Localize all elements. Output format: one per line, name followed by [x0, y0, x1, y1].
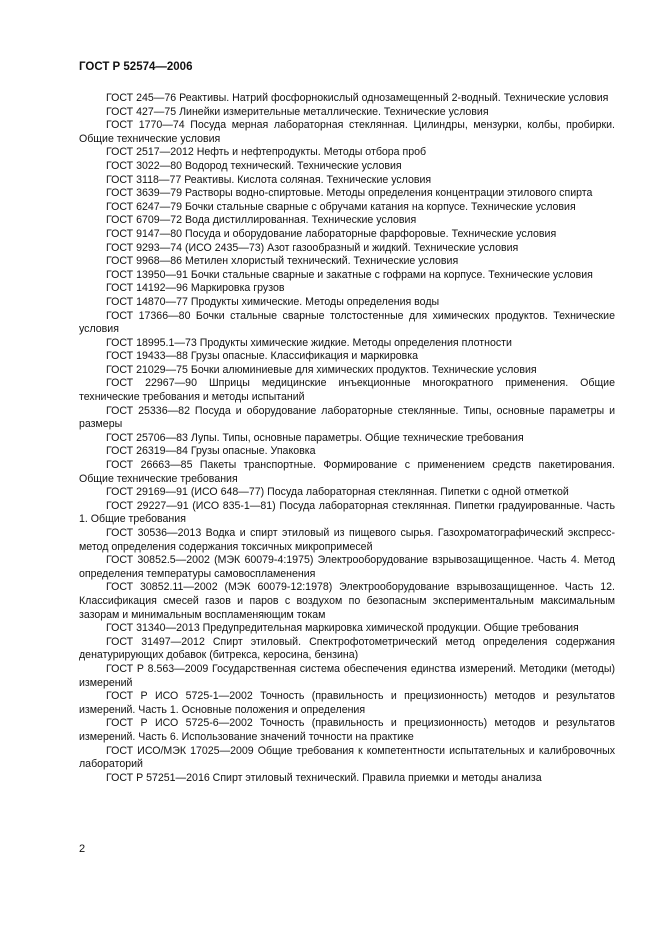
list-item: ГОСТ 26319—84 Грузы опасные. Упаковка [106, 445, 316, 458]
reference-list [79, 92, 615, 785]
list-item: ГОСТ 6709—72 Вода дистиллированная. Технические условия [106, 214, 417, 227]
list-item: ГОСТ 31340—2013 Предупредительная маркировка химической продукции. Общие требования [106, 622, 579, 635]
list-item: ГОСТ 3118—77 Реактивы. Кислота соляная. Технические условия [106, 173, 432, 186]
list-item: ГОСТ 9968—86 Метилен хлористый технический. Технические условия [106, 255, 459, 268]
list-item: ГОСТ 29227—91 (ИСО 835-1—81) Посуда лабораторная стеклянная. Пипетки градуированные. Часть 1. Общие требования [79, 499, 615, 526]
list-item: ГОСТ 2517—2012 Нефть и нефтепродукты. Методы отбора проб [106, 146, 427, 159]
list-item: ГОСТ 1770—74 Посуда мерная лабораторная стеклянная. Цилиндры, мензурки, колбы, пробирки. Общие технические условия [79, 119, 615, 145]
page-number: 2 [79, 843, 86, 855]
list-item: ГОСТ 25706—83 Лупы. Типы, основные параметры. Общие технические требования [106, 431, 524, 444]
list-item: ГОСТ 14870—77 Продукты химические. Методы определения воды [106, 295, 440, 308]
list-item: ГОСТ 6247—79 Бочки стальные сварные с обручами катания на корпусе. Технические условия [106, 200, 576, 213]
list-item: ГОСТ 19433—88 Грузы опасные. Классификация и маркировка [106, 350, 419, 363]
list-item: ГОСТ 21029—75 Бочки алюминиевые для химических продуктов. Технические условия [106, 363, 537, 376]
list-item: ГОСТ 245—76 Реактивы. Натрий фосфорнокислый однозамещенный 2-водный. Технические условия [106, 92, 609, 104]
list-item: ГОСТ 30852.11—2002 (МЭК 60079-12:1978) Электрооборудование взрывозащищенное. Часть 12. Классификация смесей газов и паров с воздухом по безопасным экспериментальным максимальным зазорам и минимальным воспламеняющим токам [79, 581, 615, 621]
document-header: ГОСТ Р 52574—2006 [79, 61, 193, 73]
list-item: ГОСТ 14192—96 Маркировка грузов [106, 282, 285, 295]
list-item: ГОСТ 9147—80 Посуда и оборудование лабораторные фарфоровые. Технические условия [106, 227, 557, 240]
list-item: ГОСТ 13950—91 Бочки стальные сварные и закатные с гофрами на корпусе. Технические условия [106, 268, 593, 281]
list-item: ГОСТ 25336—82 Посуда и оборудование лабораторные стеклянные. Типы, основные параметры и размеры [79, 404, 615, 431]
list-item: ГОСТ 17366—80 Бочки стальные сварные толстостенные для химических продуктов. Технические условия [79, 309, 615, 336]
list-item: ГОСТ ИСО/МЭК 17025—2009 Общие требования к компетентности испытательных и калибровочных лабораторий [79, 744, 615, 771]
list-item: ГОСТ 9293—74 (ИСО 2435—73) Азот газообразный и жидкий. Технические условия [106, 241, 519, 254]
list-item: ГОСТ Р 8.563—2009 Государственная система обеспечения единства измерений. Методики (методы) измерений [79, 662, 615, 689]
list-item: ГОСТ 3022—80 Водород технический. Технические условия [106, 159, 402, 172]
list-item: ГОСТ 427—75 Линейки измерительные металлические. Технические условия [106, 105, 489, 118]
list-item: ГОСТ 30852.5—2002 (МЭК 60079-4:1975) Электрооборудование взрывозащищенное. Часть 4. Метод определения температуры самовоспламенения [79, 554, 615, 580]
list-item: ГОСТ 31497—2012 Спирт этиловый. Спектрофотометрический метод определения содержания денатурирующих добавок (битрекса, керосина, бензина) [79, 635, 615, 662]
list-item: ГОСТ 30536—2013 Водка и спирт этиловый из пищевого сырья. Газохроматографический экспресс-метод определения содержания токсичных микропримесей [79, 527, 615, 553]
list-item: ГОСТ 29169—91 (ИСО 648—77) Посуда лабораторная стеклянная. Пипетки с одной отметкой [106, 486, 569, 499]
list-item: ГОСТ Р 57251—2016 Спирт этиловый технический. Правила приемки и методы анализа [106, 771, 542, 784]
list-item: ГОСТ 18995.1—73 Продукты химические жидкие. Методы определения плотности [106, 336, 512, 349]
list-item: ГОСТ 22967—90 Шприцы медицинские инъекционные многократного применения. Общие технические требования и методы испытаний [79, 377, 615, 404]
list-item: ГОСТ 3639—79 Растворы водно-спиртовые. Методы определения концентрации этилового спирта [106, 187, 593, 200]
list-item: ГОСТ 26663—85 Пакеты транспортные. Формирование с применением средств пакетирования. Общие технические требования [79, 459, 615, 485]
list-item: ГОСТ Р ИСО 5725-1—2002 Точность (правильность и прецизионность) методов и результатов измерений. Часть 1. Основные положения и определения [79, 690, 615, 716]
list-item: ГОСТ Р ИСО 5725-6—2002 Точность (правильность и прецизионность) методов и результатов измерений. Часть 6. Использование значений точности на практике [79, 717, 615, 743]
